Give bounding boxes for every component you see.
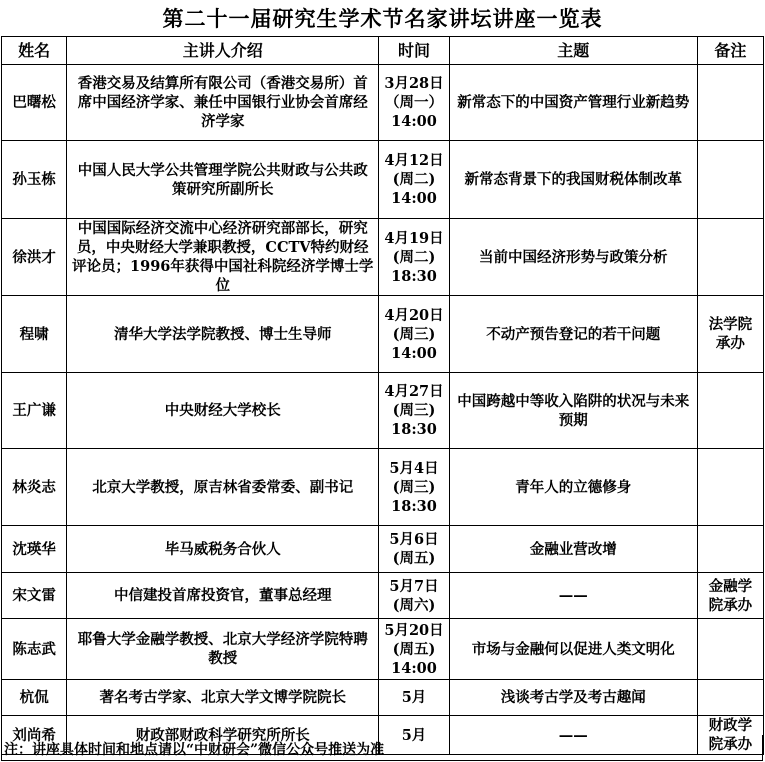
lecture-weekday: (周五): [392, 640, 436, 658]
lecture-weekday: (周二): [392, 171, 436, 188]
lecture-time: [379, 141, 450, 219]
lecture-date: 5月4日: [389, 459, 439, 477]
lecture-time: [379, 373, 450, 449]
speaker-intro: 中国人民大学公共管理学院公共财政与公共政策研究所副所长: [67, 141, 379, 219]
speaker-name: 徐洪才: [2, 219, 67, 296]
lecture-note: 法学院承办: [697, 296, 763, 373]
lecture-time: [379, 619, 450, 680]
lecture-topic: 金融业营改增: [449, 526, 697, 573]
lecture-hour: 14:00: [391, 659, 437, 677]
lecture-hour: 14:00: [391, 190, 437, 207]
lecture-topic: 新常态背景下的我国财税体制改革: [449, 141, 697, 219]
lecture-date: 5月7日: [389, 577, 439, 595]
speaker-intro: 毕马威税务合伙人: [67, 526, 379, 573]
header-note: 备注: [697, 37, 763, 65]
lecture-topic: 当前中国经济形势与政策分析: [449, 219, 697, 296]
lecture-date: 5月: [401, 726, 427, 744]
table-row: [2, 573, 764, 619]
lecture-topic: ——: [449, 716, 697, 755]
table-row: [2, 526, 764, 573]
lecture-topic: 不动产预告登记的若干问题: [449, 296, 697, 373]
table-row: [2, 141, 764, 219]
lecture-time: [379, 296, 450, 373]
lecture-hour: 14:00: [391, 344, 437, 362]
lecture-note: [697, 680, 763, 716]
lecture-note: [697, 65, 763, 141]
lecture-time: [379, 680, 450, 716]
lecture-note: [697, 526, 763, 573]
lecture-weekday: (周三): [392, 402, 436, 419]
speaker-intro: 财政部财政科学研究所所长: [67, 716, 379, 755]
lecture-note: [697, 449, 763, 526]
speaker-intro: 北京大学教授，原吉林省委常委、副书记: [67, 449, 379, 526]
table-header-row: [2, 37, 764, 65]
lecture-hour: 14:00: [391, 113, 437, 130]
lecture-note: [697, 373, 763, 449]
speaker-intro: 著名考古学家、北京大学文博学院院长: [67, 680, 379, 716]
table-row: [2, 449, 764, 526]
header-name: 姓名: [2, 37, 67, 65]
header-time: 时间: [379, 37, 450, 65]
lecture-topic: ——: [449, 573, 697, 619]
speaker-name: 沈瑛华: [2, 526, 67, 573]
lecture-time: [379, 573, 450, 619]
lecture-date: 4月27日: [384, 383, 444, 400]
lecture-hour: 18:30: [391, 421, 437, 438]
lecture-weekday: （周一）: [385, 94, 444, 111]
lecture-date: 4月20日: [384, 306, 444, 324]
speaker-name: 程啸: [2, 296, 67, 373]
lecture-note: 财政学院承办: [697, 716, 763, 755]
lecture-hour: 18:30: [391, 267, 437, 285]
lecture-weekday: (周六): [392, 596, 436, 614]
lecture-time: [379, 526, 450, 573]
lecture-table: [1, 36, 764, 755]
lecture-topic: 中国跨越中等收入陷阱的状况与未来预期: [449, 373, 697, 449]
lecture-hour: 18:30: [391, 497, 437, 515]
lecture-time: [379, 65, 450, 141]
speaker-intro: 清华大学法学院教授、博士生导师: [67, 296, 379, 373]
lecture-note: [697, 219, 763, 296]
speaker-name: 孙玉栋: [2, 141, 67, 219]
lecture-topic: 青年人的立德修身: [449, 449, 697, 526]
lecture-weekday: (周三): [392, 325, 436, 343]
lecture-weekday: (周二): [392, 248, 436, 266]
lecture-weekday: (周五): [392, 550, 436, 567]
lecture-topic: 新常态下的中国资产管理行业新趋势: [449, 65, 697, 141]
speaker-intro: 耶鲁大学金融学教授、北京大学经济学院特聘教授: [67, 619, 379, 680]
lecture-note: [697, 619, 763, 680]
speaker-intro: 中国国际经济交流中心经济研究部部长，研究员，中央财经大学兼职教授，CCTV特约财经评论员；1996年获得中国社科院经济学博士学位: [67, 219, 379, 296]
footnote: 注：讲座具体时间和地点请以“中财研会”微信公众号推送为准: [4, 742, 385, 758]
table-row: [2, 65, 764, 141]
lecture-note: [697, 141, 763, 219]
table-row: [2, 373, 764, 449]
speaker-intro: 中信建投首席投资官，董事总经理: [67, 573, 379, 619]
header-topic: 主题: [449, 37, 697, 65]
lecture-date: 4月12日: [384, 152, 444, 169]
lecture-date: 5月6日: [389, 531, 439, 548]
table-row: [2, 219, 764, 296]
speaker-intro: 中央财经大学校长: [67, 373, 379, 449]
speaker-intro: 香港交易及结算所有限公司（香港交易所）首席中国经济学家、兼任中国银行业协会首席经济学家: [67, 65, 379, 141]
speaker-name: 刘尚希: [2, 716, 67, 755]
lecture-date: 3月28日: [384, 75, 444, 92]
speaker-name: 王广谦: [2, 373, 67, 449]
lecture-time: [379, 219, 450, 296]
page-title: 第二十一届研究生学术节名家讲坛讲座一览表: [162, 6, 603, 31]
table-row: [2, 619, 764, 680]
speaker-name: 杭侃: [2, 680, 67, 716]
lecture-date: 5月20日: [384, 621, 444, 639]
lecture-date: 5月: [401, 689, 427, 706]
table-row: [2, 296, 764, 373]
speaker-name: 宋文雷: [2, 573, 67, 619]
table-row: [2, 680, 764, 716]
lecture-topic: 市场与金融何以促进人类文明化: [449, 619, 697, 680]
speaker-name: 巴曙松: [2, 65, 67, 141]
header-intro: 主讲人介绍: [67, 37, 379, 65]
lecture-date: 4月19日: [384, 229, 444, 247]
lecture-time: [379, 449, 450, 526]
lecture-topic: 浅谈考古学及考古趣闻: [449, 680, 697, 716]
lecture-weekday: (周三): [392, 478, 436, 496]
lecture-note: 金融学院承办: [697, 573, 763, 619]
speaker-name: 林炎志: [2, 449, 67, 526]
speaker-name: 陈志武: [2, 619, 67, 680]
